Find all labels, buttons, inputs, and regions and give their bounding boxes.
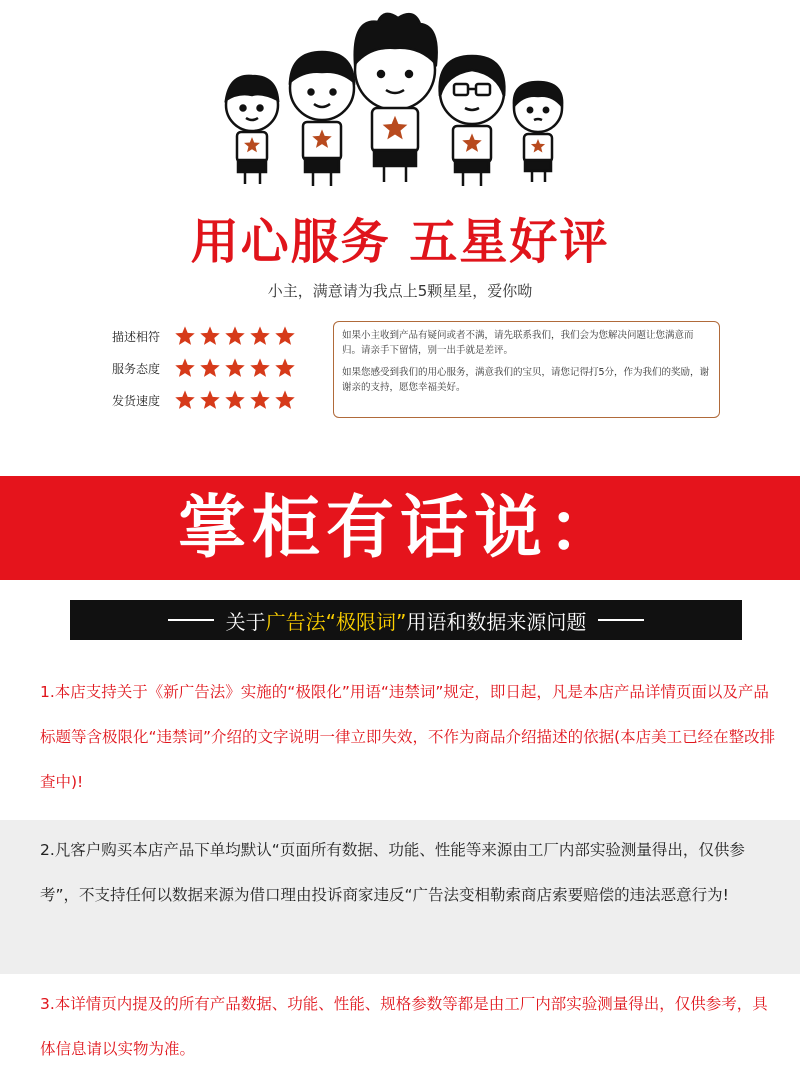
kid-figure-icon [226,76,278,184]
kid-figure-icon [290,52,354,186]
rating-stars [174,389,296,411]
kid-figure-icon [440,56,505,186]
notice-paragraph-3: 3.本详情页内提及的所有产品数据、功能、性能、规格参数等都是由工厂内部实验测量得出，仅供参考，具体信息请以实物为准。 [40,995,768,1058]
notice-bar [70,600,742,640]
star-icon [174,357,196,379]
rating-stars [174,325,296,347]
kids-illustration [0,0,800,200]
star-icon [199,325,221,347]
headline: 用心服务 五星好评 [190,214,610,270]
star-icon [274,357,296,379]
notice-suffix: 用语和数据来源问题 [406,609,587,634]
rating-label: 描述相符 [112,329,161,344]
banner-title: 掌柜有话说： [177,488,622,568]
star-icon [249,325,271,347]
notice-prefix: 关于 [225,609,266,634]
message-paragraph: 如果您感受到我们的用心服务，满意我们的宝贝，请您记得打5分，作为我们的奖励，谢谢亲的支持，愿您幸福美好。 [342,367,710,393]
notice-paragraph-2: 2.凡客户购买本店产品下单均默认“页面所有数据、功能、性能等来源由工厂内部实验测量得出，仅供参考”，不支持任何以数据来源为借口理由投诉商家违反“广告法变相勒索商店索要赔偿的违法恶意行为! [40,841,745,904]
message-paragraph: 如果小主收到产品有疑问或者不满，请先联系我们，我们会为您解决问题让您满意而归。请亲手下留情，别一出手就是差评。 [342,330,694,356]
ratings-panel [112,320,296,416]
rating-stars [174,357,296,379]
kid-figure-icon [514,82,562,182]
notice-highlight: 广告法“极限词” [265,609,407,634]
star-icon [224,389,246,411]
star-icon [174,325,196,347]
subline: 小主，满意请为我点上5颗星星，爱你呦 [267,282,533,300]
dash-decoration [168,619,214,621]
rating-row [112,320,296,352]
rating-row [112,384,296,416]
rating-row [112,352,296,384]
star-icon [199,357,221,379]
star-icon [274,389,296,411]
notice-paragraph-1: 1.本店支持关于《新广告法》实施的“极限化”用语“违禁词”规定，即日起，凡是本店产品详情页面以及产品标题等含极限化“违禁词”介绍的文字说明一律立即失效，不作为商品介绍描述的依据(本店美工已经在整改排查中)! [40,683,776,791]
star-icon [249,357,271,379]
star-icon [224,357,246,379]
message-box [333,321,720,418]
star-icon [249,389,271,411]
kid-figure-icon [355,14,437,182]
star-icon [274,325,296,347]
rating-label: 发货速度 [112,393,161,408]
hero-illustration [0,0,800,200]
star-icon [224,325,246,347]
star-icon [174,389,196,411]
star-icon [199,389,221,411]
rating-label: 服务态度 [112,361,161,376]
dash-decoration [598,619,644,621]
